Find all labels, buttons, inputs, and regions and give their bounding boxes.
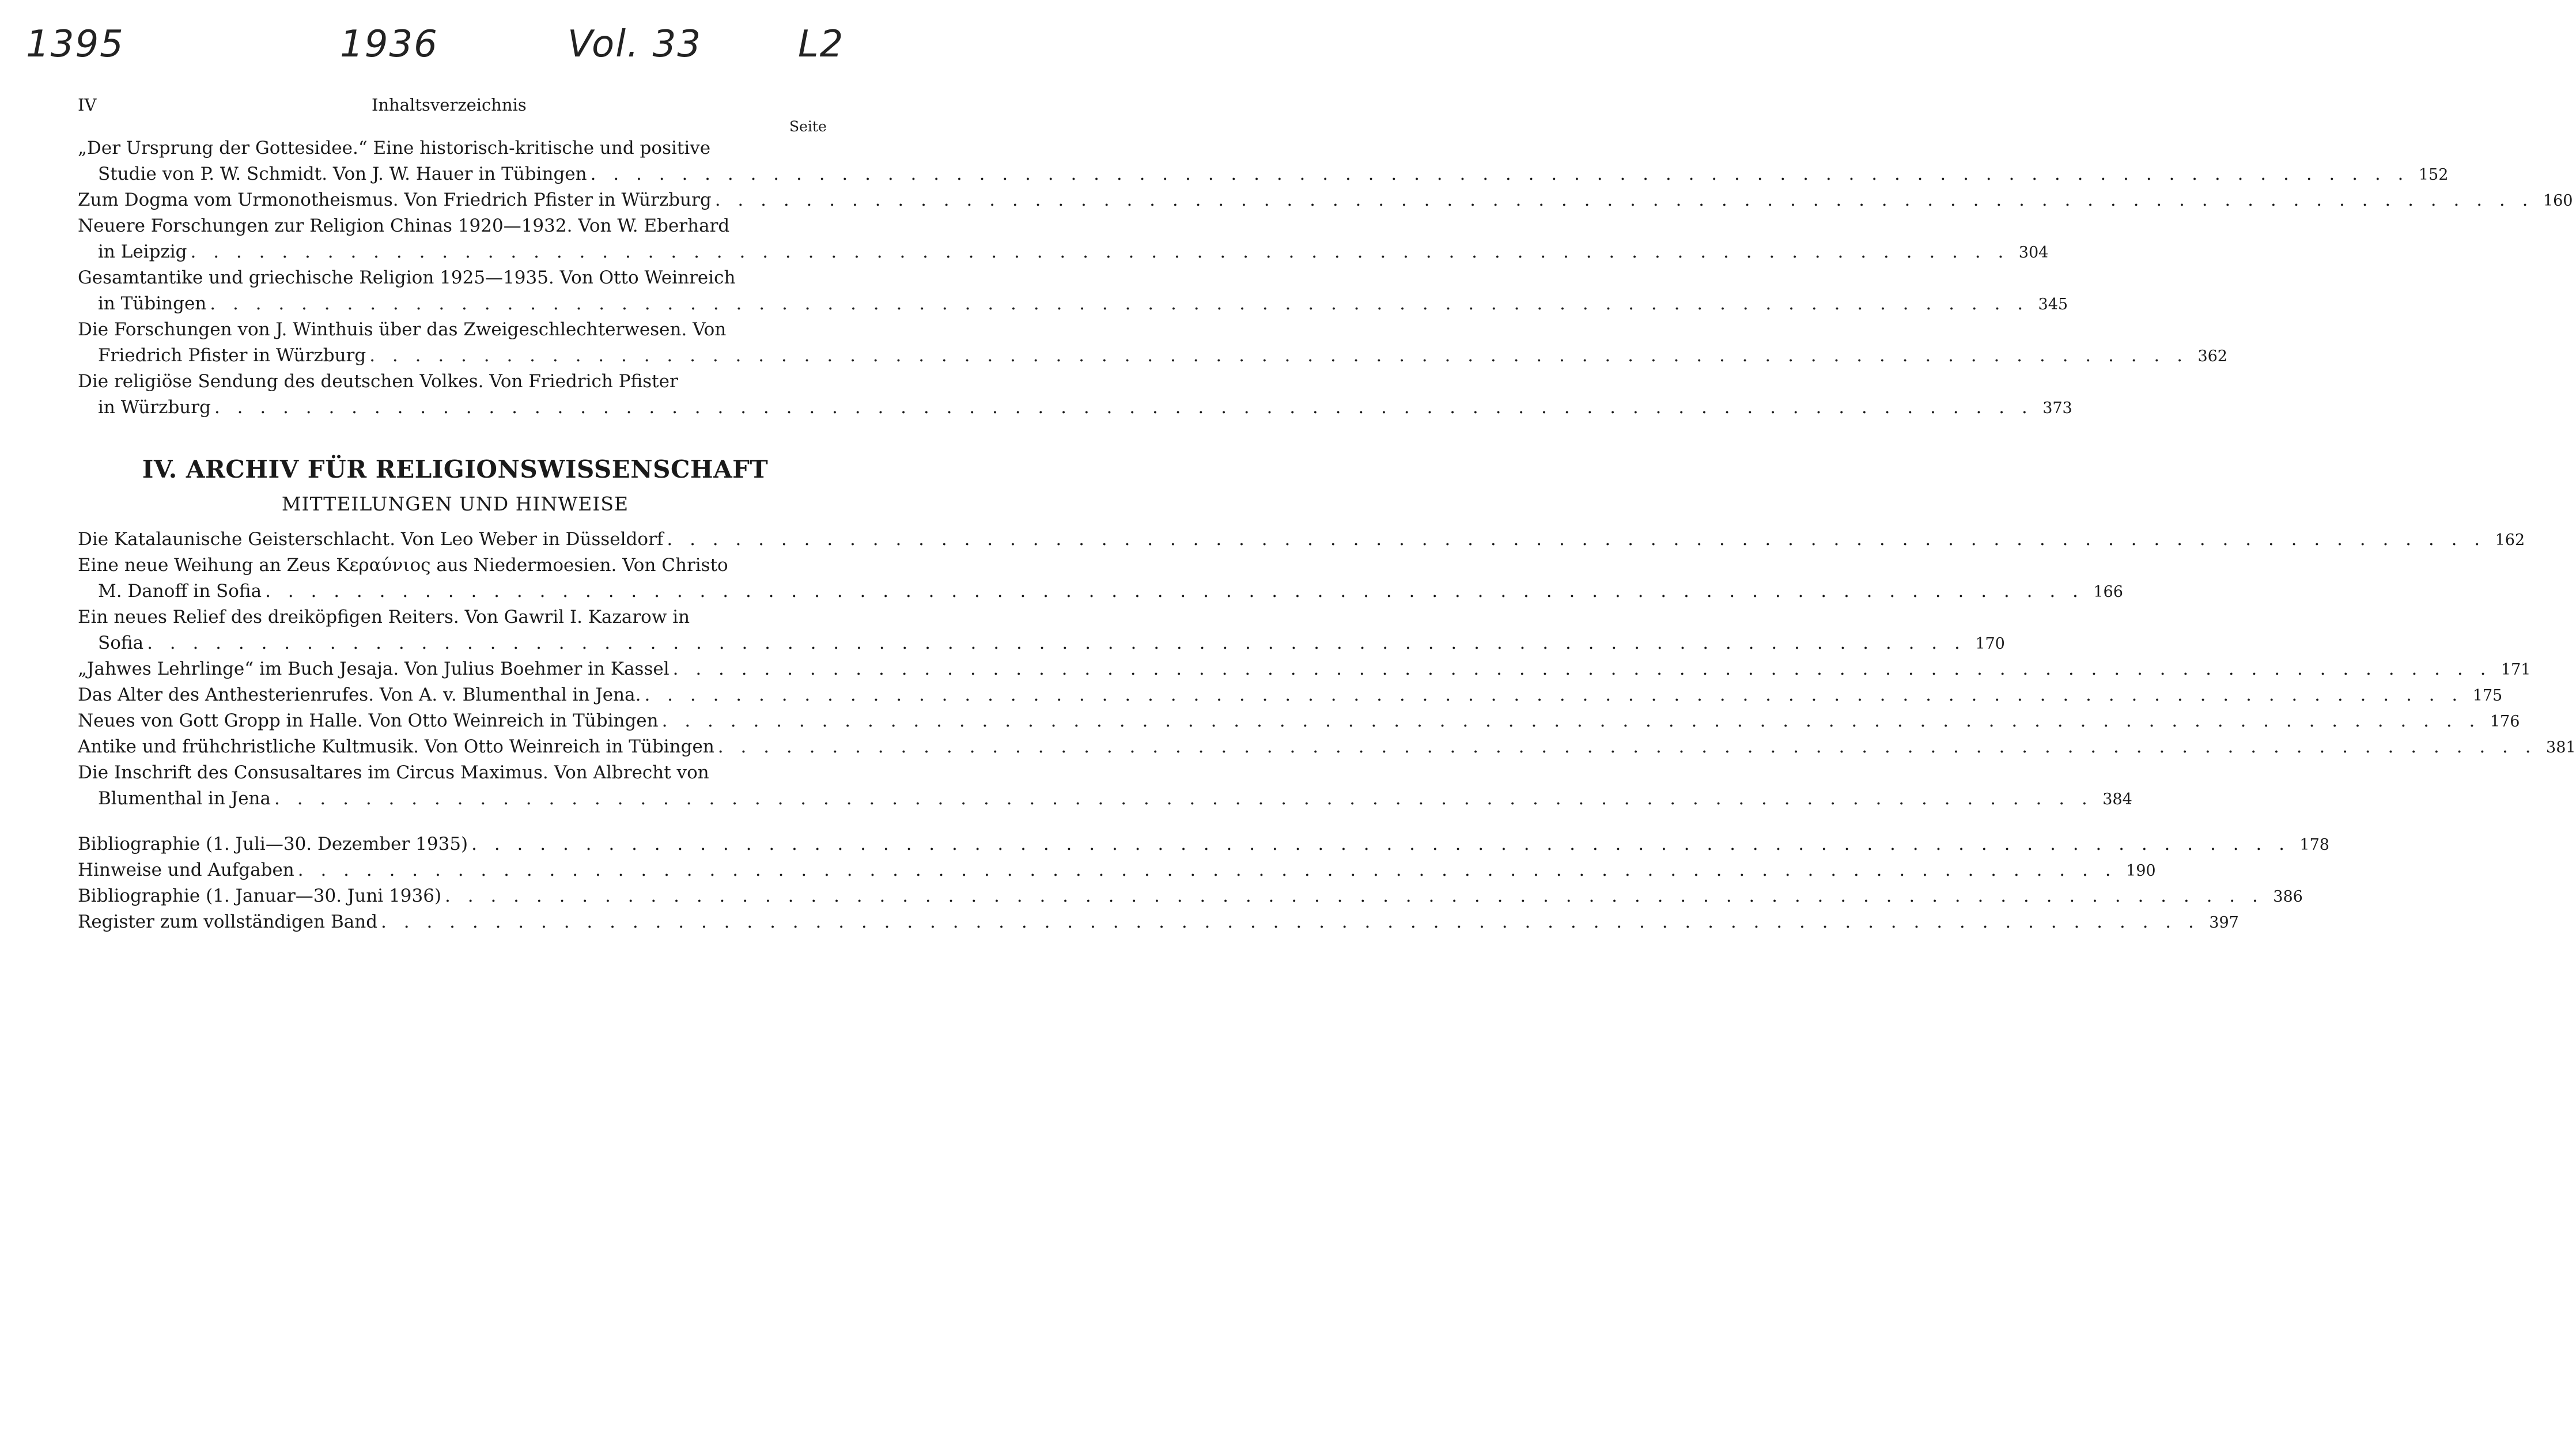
toc-page-number: 373 — [2042, 399, 2072, 417]
toc-entry — [78, 135, 2449, 187]
dot-leader: . . . . . . . . . . . . . . . . . . . . . . . . . . . . . . . . . . . . . . . . . . . . . . . . . . . . . . . . . . . . . . . . . . . . . . . . . . . . . . . . — [147, 633, 1966, 653]
dot-leader: . . . . . . . . . . . . . . . . . . . . . . . . . . . . . . . . . . . . . . . . . . . . . . . . . . . . . . . . . . . . . . . . . . . . . . . . . . . . . . . . — [265, 581, 2084, 601]
toc-page-number: 362 — [2197, 347, 2227, 365]
toc-entry-text: Neuere Forschungen zur Religion Chinas 1920—1932. Von W. Eberhard — [78, 215, 730, 236]
toc-entry-text: Neues von Gott Gropp in Halle. Von Otto Weinreich in Tübingen — [78, 710, 659, 731]
toc-entry-text: Antike und frühchristliche Kultmusik. Von Otto Weinreich in Tübingen — [78, 736, 714, 757]
dot-leader: . . . . . . . . . . . . . . . . . . . . . . . . . . . . . . . . . . . . . . . . . . . . . . . . . . . . . . . . . . . . . . . . . . . . . . . . . . . . . . . . — [661, 710, 2481, 731]
toc-entry-text: Blumenthal in Jena — [98, 788, 271, 809]
dot-leader: . . . . . . . . . . . . . . . . . . . . . . . . . . . . . . . . . . . . . . . . . . . . . . . . . . . . . . . . . . . . . . . . . . . . . . . . . . . . . . . . — [381, 911, 2200, 932]
toc-entry — [78, 553, 2123, 604]
toc-entry-text: Gesamtantike und griechische Religion 1925—1935. Von Otto Weinreich — [78, 267, 736, 288]
toc-entry-line — [78, 708, 2520, 734]
toc-entry-text: Die Forschungen von J. Winthuis über das Zweigeschlechterwesen. Von — [78, 319, 727, 340]
toc-page-number: 171 — [2501, 661, 2531, 679]
dot-leader: . . . . . . . . . . . . . . . . . . . . . . . . . . . . . . . . . . . . . . . . . . . . . . . . . . . . . . . . . . . . . . . . . . . . . . . . . . . . . . . . — [210, 293, 2029, 314]
toc-page-number: 152 — [2418, 166, 2449, 184]
toc-entry-line — [78, 760, 833, 786]
toc-entry-line — [78, 395, 2072, 421]
section-subheading: MITTEILUNGEN UND HINWEISE — [281, 493, 629, 515]
dot-leader: . . . . . . . . . . . . . . . . . . . . . . . . . . . . . . . . . . . . . . . . . . . . . . . . . . . . . . . . . . . . . . . . . . . . . . . . . . . . . . . . — [590, 164, 2409, 184]
toc-entry — [78, 656, 2531, 682]
dot-leader: . . . . . . . . . . . . . . . . . . . . . . . . . . . . . . . . . . . . . . . . . . . . . . . . . . . . . . . . . . . . . . . . . . . . . . . . . . . . . . . . — [714, 190, 2534, 210]
toc-entry — [78, 317, 2227, 369]
toc-entry-text: Zum Dogma vom Urmonotheismus. Von Friedrich Pfister in Würzburg — [78, 190, 712, 210]
dot-leader: . . . . . . . . . . . . . . . . . . . . . . . . . . . . . . . . . . . . . . . . . . . . . . . . . . . . . . . . . . . . . . . . . . . . . . . . . . . . . . . . — [445, 886, 2264, 906]
toc-section-2 — [78, 527, 2576, 812]
toc-entry — [78, 213, 2049, 265]
toc-page-number: 304 — [2018, 244, 2049, 262]
dot-leader: . . . . . . . . . . . . . . . . . . . . . . . . . . . . . . . . . . . . . . . . . . . . . . . . . . . . . . . . . . . . . . . . . . . . . . . . . . . . . . . . — [717, 736, 2537, 757]
toc-entry-line — [78, 909, 2239, 935]
handwritten-annotation: L2 — [798, 23, 845, 66]
toc-section-3 — [78, 831, 2329, 935]
toc-entry-line — [78, 604, 833, 630]
page-number-roman: IV — [78, 95, 97, 115]
toc-entry-line — [78, 239, 2049, 265]
toc-entry — [78, 760, 2132, 812]
toc-entry — [78, 682, 2503, 708]
toc-entry-line — [78, 265, 833, 291]
toc-page-number: 176 — [2490, 713, 2520, 731]
toc-page-number: 162 — [2495, 531, 2525, 549]
toc-entry-line — [78, 656, 2531, 682]
page-column-label: Seite — [789, 118, 827, 135]
toc-entry — [78, 604, 2005, 656]
toc-entry — [78, 187, 2573, 213]
toc-entry-line — [78, 161, 2449, 187]
toc-entry-text: Hinweise und Aufgaben — [78, 860, 294, 880]
toc-page-number: 397 — [2209, 914, 2239, 932]
toc-entry-line — [78, 578, 2123, 604]
toc-entry-text: Die religiöse Sendung des deutschen Volkes. Von Friedrich Pfister — [78, 371, 678, 392]
toc-entry-text: in Würzburg — [98, 397, 211, 418]
dot-leader: . . . . . . . . . . . . . . . . . . . . . . . . . . . . . . . . . . . . . . . . . . . . . . . . . . . . . . . . . . . . . . . . . . . . . . . . . . . . . . . . — [644, 684, 2464, 705]
toc-entry-line — [78, 883, 2303, 909]
handwritten-annotation: 1395 — [26, 23, 124, 66]
toc-page-number: 178 — [2299, 836, 2329, 854]
toc-entry-text: Bibliographie (1. Januar—30. Juni 1936) — [78, 886, 442, 906]
toc-entry-line — [78, 135, 833, 161]
toc-entry-line — [78, 369, 833, 395]
handwritten-annotation: 1936 — [340, 23, 438, 66]
toc-entry-text: Ein neues Relief des dreiköpfigen Reiters. Von Gawril I. Kazarow in — [78, 607, 690, 627]
toc-page-number: 166 — [2093, 583, 2123, 601]
toc-page-number: 386 — [2273, 888, 2303, 906]
toc-entry — [78, 265, 2068, 317]
toc-entry-text: in Leipzig — [98, 241, 187, 262]
toc-page-number: 175 — [2472, 687, 2503, 705]
dot-leader: . . . . . . . . . . . . . . . . . . . . . . . . . . . . . . . . . . . . . . . . . . . . . . . . . . . . . . . . . . . . . . . . . . . . . . . . . . . . . . . . — [297, 860, 2117, 880]
toc-entry-line — [78, 630, 2005, 656]
toc-entry — [78, 708, 2520, 734]
dot-leader: . . . . . . . . . . . . . . . . . . . . . . . . . . . . . . . . . . . . . . . . . . . . . . . . . . . . . . . . . . . . . . . . . . . . . . . . . . . . . . . . — [667, 529, 2486, 550]
toc-entry — [78, 831, 2329, 857]
toc-entry-line — [78, 527, 2525, 553]
toc-entry-text: „Der Ursprung der Gottesidee.“ Eine historisch-kritische und positive — [78, 138, 711, 158]
toc-page-number: 160 — [2543, 192, 2573, 210]
toc-entry-text: Eine neue Weihung an Zeus Κεραύνιος aus Niedermoesien. Von Christo — [78, 555, 728, 576]
handwritten-annotation: Vol. 33 — [568, 23, 702, 66]
dot-leader: . . . . . . . . . . . . . . . . . . . . . . . . . . . . . . . . . . . . . . . . . . . . . . . . . . . . . . . . . . . . . . . . . . . . . . . . . . . . . . . . — [471, 834, 2290, 854]
toc-entry — [78, 909, 2239, 935]
toc-entry-text: Studie von P. W. Schmidt. Von J. W. Hauer in Tübingen — [98, 164, 587, 184]
toc-entry-text: Friedrich Pfister in Würzburg — [98, 345, 366, 366]
toc-entry-text: Sofia — [98, 633, 144, 653]
dot-leader: . . . . . . . . . . . . . . . . . . . . . . . . . . . . . . . . . . . . . . . . . . . . . . . . . . . . . . . . . . . . . . . . . . . . . . . . . . . . . . . . — [190, 241, 2010, 262]
toc-entry-line — [78, 213, 833, 239]
toc-entry-line — [78, 857, 2156, 883]
page-title: Inhaltsverzeichnis — [372, 95, 527, 115]
toc-page-number: 384 — [2102, 790, 2132, 808]
toc-entry-line — [78, 682, 2503, 708]
toc-entry-line — [78, 343, 2227, 369]
toc-entry — [78, 883, 2303, 909]
toc-entry-line — [78, 317, 833, 343]
toc-page-number: 381 — [2546, 739, 2576, 756]
toc-entry — [78, 527, 2525, 553]
toc-entry — [78, 857, 2156, 883]
toc-entry — [78, 734, 2576, 760]
toc-entry — [78, 369, 2072, 421]
dot-leader: . . . . . . . . . . . . . . . . . . . . . . . . . . . . . . . . . . . . . . . . . . . . . . . . . . . . . . . . . . . . . . . . . . . . . . . . . . . . . . . . — [214, 397, 2033, 418]
toc-entry-text: Die Inschrift des Consusaltares im Circus Maximus. Von Albrecht von — [78, 762, 709, 783]
toc-entry-text: Das Alter des Anthesterienrufes. Von A. v. Blumenthal in Jena. — [78, 684, 641, 705]
section-heading: IV. ARCHIV FÜR RELIGIONSWISSENSCHAFT — [142, 455, 769, 483]
toc-entry-line — [78, 786, 2132, 812]
toc-page-number: 190 — [2126, 862, 2156, 880]
toc-section-1 — [78, 135, 2573, 421]
running-header — [78, 95, 827, 118]
toc-page-number: 170 — [1975, 635, 2005, 653]
toc-entry-text: „Jahwes Lehrlinge“ im Buch Jesaja. Von Julius Boehmer in Kassel — [78, 659, 669, 679]
dot-leader: . . . . . . . . . . . . . . . . . . . . . . . . . . . . . . . . . . . . . . . . . . . . . . . . . . . . . . . . . . . . . . . . . . . . . . . . . . . . . . . . — [369, 345, 2188, 366]
toc-entry-line — [78, 291, 2068, 317]
toc-entry-text: Register zum vollständigen Band — [78, 911, 378, 932]
dot-leader: . . . . . . . . . . . . . . . . . . . . . . . . . . . . . . . . . . . . . . . . . . . . . . . . . . . . . . . . . . . . . . . . . . . . . . . . . . . . . . . . — [274, 788, 2093, 809]
toc-entry-line — [78, 553, 833, 578]
toc-entry-text: M. Danoff in Sofia — [98, 581, 262, 601]
toc-entry-text: Bibliographie (1. Juli—30. Dezember 1935) — [78, 834, 468, 854]
toc-entry-line — [78, 831, 2329, 857]
toc-page-number: 345 — [2038, 296, 2068, 313]
toc-entry-text: in Tübingen — [98, 293, 207, 314]
dot-leader: . . . . . . . . . . . . . . . . . . . . . . . . . . . . . . . . . . . . . . . . . . . . . . . . . . . . . . . . . . . . . . . . . . . . . . . . . . . . . . . . — [672, 659, 2492, 679]
toc-entry-line — [78, 187, 2573, 213]
toc-entry-line — [78, 734, 2576, 760]
toc-entry-text: Die Katalaunische Geisterschlacht. Von Leo Weber in Düsseldorf — [78, 529, 664, 550]
